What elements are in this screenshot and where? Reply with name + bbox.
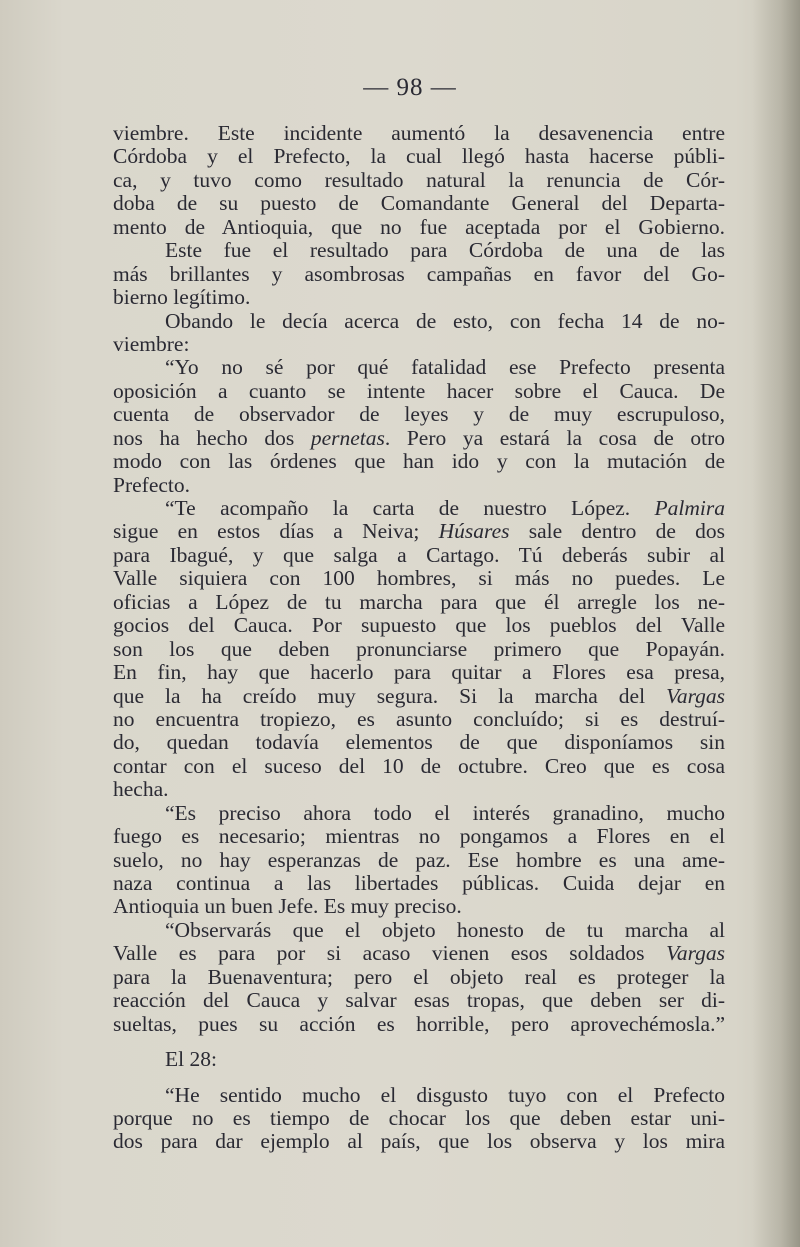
text-segment: naza continua a las libertades públicas. Cuida dejar en xyxy=(113,872,725,895)
text-segment: El 28: xyxy=(165,1048,217,1072)
text-line xyxy=(113,450,725,473)
text-line xyxy=(113,731,725,754)
text-segment: bierno legítimo. xyxy=(113,286,251,310)
text-segment: oposición a cuanto se intente hacer sobre el Cauca. De xyxy=(113,379,725,403)
page-number: — 98 — xyxy=(363,74,457,101)
text-segment: sigue en estos días a Neiva; xyxy=(113,520,439,544)
text-segment: suelo, no hay esperanzas de paz. Ese hombre es una ame- xyxy=(113,848,725,872)
text-line xyxy=(113,239,725,262)
text-line xyxy=(113,685,725,708)
text-segment: oficias a López de tu marcha para que él arregle los ne- xyxy=(113,590,725,614)
text-line xyxy=(113,403,725,426)
text-line xyxy=(113,989,725,1012)
text-segment: cuenta de observador de leyes y de muy escrupuloso, xyxy=(113,403,725,427)
text-line xyxy=(113,169,725,192)
text-line xyxy=(113,966,725,989)
text-line xyxy=(113,591,725,614)
text-segment: Antioquia un buen Jefe. Es muy preciso. xyxy=(113,895,462,919)
text-segment: hecha. xyxy=(113,778,169,802)
text-line xyxy=(113,333,725,356)
text-line xyxy=(113,1048,725,1071)
text-segment: viembre: xyxy=(113,332,190,356)
text-segment: modo con las órdenes que han ido y con la mutación de xyxy=(113,450,725,474)
text-segment: más brillantes y asombrosas campañas en favor del Go- xyxy=(113,262,725,286)
italic-term: Vargas xyxy=(666,684,725,708)
text-line xyxy=(113,427,725,450)
text-segment: Córdoba y el Prefecto, la cual llegó hasta hacerse públi- xyxy=(113,145,725,169)
text-line xyxy=(113,145,725,168)
text-segment: do, quedan todavía elementos de que disponíamos sin xyxy=(113,731,725,755)
text-segment: son los que deben pronunciarse primero que Popayán. xyxy=(113,637,725,661)
text-line xyxy=(113,802,725,825)
text-segment: sueltas, pues su acción es horrible, pero aprovechémosla.” xyxy=(113,1012,725,1036)
text-line xyxy=(113,356,725,379)
text-line xyxy=(113,263,725,286)
text-line xyxy=(113,942,725,965)
text-segment: Valle siquiera con 100 hombres, si más no puedes. Le xyxy=(113,567,725,591)
text-line xyxy=(113,286,725,309)
text-segment: . Pero ya estará la cosa de otro xyxy=(384,426,725,450)
text-segment: contar con el suceso del 10 de octubre. Creo que es cosa xyxy=(113,754,725,778)
text-line xyxy=(113,474,725,497)
text-segment: “He sentido mucho el disgusto tuyo con el Prefecto xyxy=(165,1083,725,1107)
text-segment: doba de su puesto de Comandante General del Departa- xyxy=(113,192,725,216)
text-segment: viembre. Este incidente aumentó la desavenencia entre xyxy=(113,122,725,145)
text-line xyxy=(113,895,725,918)
italic-term: Húsares xyxy=(438,520,510,544)
text-segment: Valle es para por si acaso vienen esos soldados xyxy=(113,942,667,966)
text-segment: sale dentro de dos xyxy=(509,520,725,544)
text-line xyxy=(113,778,725,801)
text-line xyxy=(113,192,725,215)
page-edge-shadow xyxy=(752,0,800,1247)
text-segment: “Yo no sé por qué fatalidad ese Prefecto presenta xyxy=(165,356,725,380)
text-line xyxy=(113,216,725,239)
body-text xyxy=(113,122,725,1154)
text-line xyxy=(113,614,725,637)
text-line xyxy=(113,919,725,942)
text-line xyxy=(113,1084,725,1107)
paragraph-gap xyxy=(113,1072,725,1084)
text-line xyxy=(113,380,725,403)
text-segment: En fin, hay que hacerlo para quitar a Flores esa presa, xyxy=(113,661,725,685)
text-segment: que la ha creído muy segura. Si la marcha del xyxy=(113,684,667,708)
text-line xyxy=(113,1130,725,1153)
text-segment: para la Buenaventura; pero el objeto real es proteger la xyxy=(113,965,725,989)
text-segment: nos ha hecho dos xyxy=(113,426,311,450)
text-line xyxy=(113,497,725,520)
text-segment: Este fue el resultado para Córdoba de una de las xyxy=(165,239,725,263)
italic-term: Vargas xyxy=(666,942,725,966)
text-line xyxy=(113,638,725,661)
text-line xyxy=(113,849,725,872)
text-segment: no encuentra tropiezo, es asunto concluído; si es destruí- xyxy=(113,707,725,731)
text-line xyxy=(113,1107,725,1130)
text-line xyxy=(113,310,725,333)
italic-term: pernetas xyxy=(310,426,385,450)
text-line xyxy=(113,825,725,848)
text-segment: fuego es necesario; mientras no pongamos a Flores en el xyxy=(113,825,725,849)
text-line xyxy=(113,1013,725,1036)
text-line xyxy=(113,520,725,543)
text-line xyxy=(113,708,725,731)
text-segment: Prefecto. xyxy=(113,473,191,497)
text-line xyxy=(113,544,725,567)
text-segment: mento de Antioquia, que no fue aceptada por el Gobierno. xyxy=(113,215,725,239)
text-line xyxy=(113,122,725,145)
text-segment: porque no es tiempo de chocar los que deben estar uni- xyxy=(113,1106,725,1130)
text-segment: “Observarás que el objeto honesto de tu marcha al xyxy=(165,918,725,942)
text-segment: dos para dar ejemplo al país, que los observa y los mira xyxy=(113,1130,725,1154)
text-line xyxy=(113,661,725,684)
text-line xyxy=(113,872,725,895)
text-segment: gocios del Cauca. Por supuesto que los pueblos del Valle xyxy=(113,614,725,638)
italic-term: Palmira xyxy=(654,497,725,520)
text-segment: reacción del Cauca y salvar esas tropas, que deben ser di- xyxy=(113,989,725,1013)
text-segment: Obando le decía acerca de esto, con fecha 14 de no- xyxy=(165,309,725,333)
text-segment: “Es preciso ahora todo el interés granadino, mucho xyxy=(165,801,725,825)
text-segment: para Ibagué, y que salga a Cartago. Tú deberás subir al xyxy=(113,543,725,567)
text-line xyxy=(113,567,725,590)
text-line xyxy=(113,755,725,778)
text-segment: “Te acompaño la carta de nuestro López. xyxy=(165,497,655,520)
text-segment: ca, y tuvo como resultado natural la renuncia de Cór- xyxy=(113,168,725,192)
paragraph-gap xyxy=(113,1036,725,1048)
